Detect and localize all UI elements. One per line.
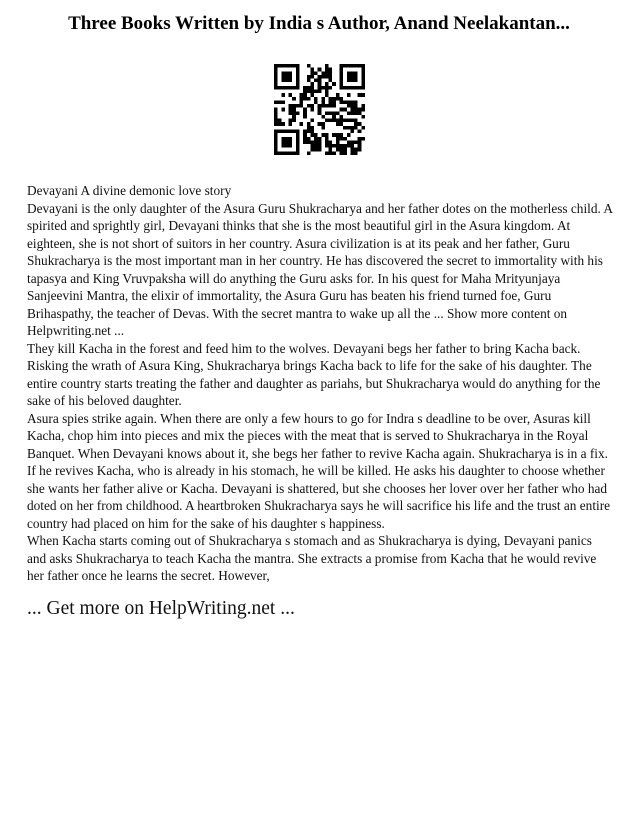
- article-paragraph: Devayani is the only daughter of the Asura Guru Shukracharya and her father dotes on the motherless child. A spirited and sprightly girl, Devayani thinks that she is the most beautiful girl in the Asura kingdom. At eighteen, she is not short of suitors in her country. Asura civilization is at its peak and her father, Guru Shukracharya is the most important man in her country. He has discovered the secret to immortality with his tapasya and King Vruvpaksha will do anything the Guru asks for. In his quest for Maha Mrityunjaya Sanjeevini Mantra, the elixir of immortality, the Asura Guru has beaten his friend turned foe, Guru Brihaspathy, the teacher of Devas. With the secret mantra to wake up all the ... Show more content on Helpwriting.net ...: [27, 200, 613, 338]
- qr-code-icon: [274, 64, 365, 155]
- get-more-link[interactable]: ... Get more on HelpWriting.net ...: [27, 598, 295, 619]
- article-body: [27, 182, 613, 585]
- article-heading: Devayani A divine demonic love story: [27, 183, 232, 198]
- article-paragraph: They kill Kacha in the forest and feed him to the wolves. Devayani begs her father to bring Kacha back. Risking the wrath of Asura King, Shukracharya brings Kacha back to life for the sake of his daughter. The entire country starts treating the father and daughter as pariahs, but Shukracharya would do anything for the sake of his beloved daughter.: [27, 340, 601, 408]
- document-title: Three Books Written by India s Author, Anand Neelakantan...: [68, 13, 570, 34]
- article-paragraph: Asura spies strike again. When there are only a few hours to go for Indra s deadline to be over, Asuras kill Kacha, chop him into pieces and mix the pieces with the meat that is served to Shukracharya in the Royal Banquet. When Devayani knows about it, she begs her father to revive Kacha again. Shukracharya is in a fix. If he revives Kacha, who is already in his stomach, he will be killed. He asks his daughter to choose whether she wants her father alive or Kacha. Devayani is shattered, but she chooses her lover over her father who had doted on her from childhood. A heartbroken Shukracharya says he will sacrifice his life and the trust an entire country had placed on him for the sake of his daughter s happiness.: [27, 410, 611, 531]
- article-paragraph: When Kacha starts coming out of Shukracharya s stomach and as Shukracharya is dying, Devayani panics and asks Shukracharya to teach Kacha the mantra. She extracts a promise from Kacha that he would revive her father once he learns the secret. However,: [27, 533, 597, 583]
